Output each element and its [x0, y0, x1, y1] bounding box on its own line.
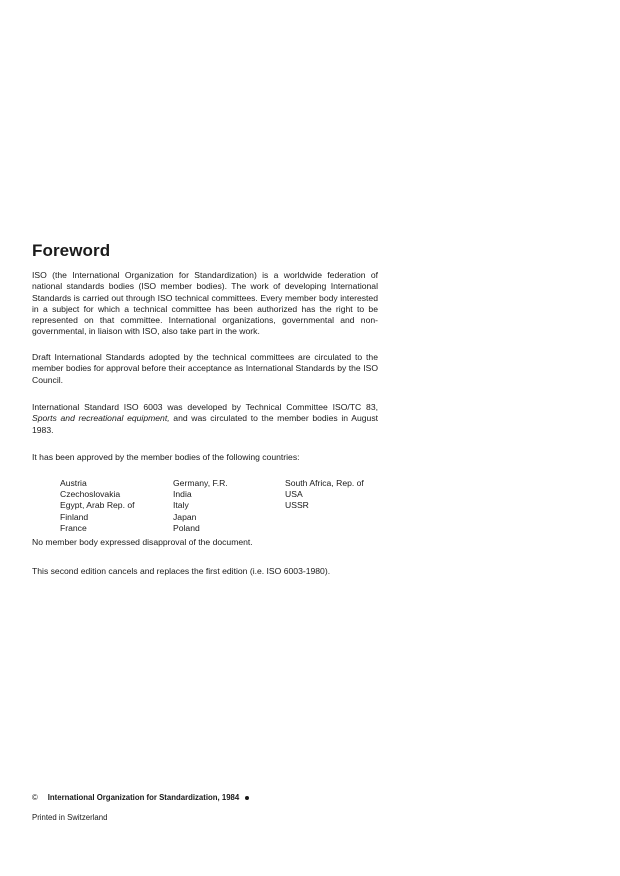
- country-item: France: [60, 522, 87, 533]
- foreword-paragraph-iso-intro: ISO (the International Organization for Standardization) is a worldwide federation of national standards bodies (ISO member bodies). The work of developing International Standards is carried out through ISO technical committees. Every member body interested in a subject for which a technical committee has been authorized has the right to be represented on that committee. International organizations, governmental and non-governmental, in liaison with ISO, also take part in the work.: [32, 270, 378, 337]
- copyright-icon: ©: [32, 793, 38, 802]
- country-item: Italy: [173, 500, 189, 511]
- country-item: India: [173, 489, 192, 500]
- country-item: Czechoslovakia: [60, 489, 121, 500]
- development-text-end: and was circulated to the member bodies in August 1983.: [32, 413, 379, 435]
- country-item: Poland: [173, 522, 200, 533]
- country-item: Egypt, Arab Rep. of: [60, 500, 135, 511]
- country-item: USA: [285, 489, 303, 500]
- country-item: Japan: [173, 511, 197, 522]
- page-title: Foreword: [32, 241, 111, 260]
- foreword-paragraph-draft-standards: Draft International Standards adopted by the technical committees are circulated to the member bodies for approval before their acceptance as International Standards by the ISO Council.: [32, 352, 378, 385]
- country-column-2: [173, 478, 228, 534]
- country-column-1: [60, 478, 135, 534]
- country-item: USSR: [285, 500, 309, 511]
- copyright-line: [32, 793, 249, 802]
- country-column-3: [285, 478, 364, 512]
- foreword-paragraph-development: [32, 402, 378, 436]
- country-item: South Africa, Rep. of: [285, 478, 364, 488]
- country-item: Finland: [60, 511, 89, 522]
- printed-location: Printed in Switzerland: [32, 813, 108, 822]
- bullet-icon: [245, 796, 249, 800]
- committee-title: Sports and recreational equipment,: [32, 413, 170, 424]
- country-item: Austria: [60, 478, 87, 488]
- development-text-start: International Standard ISO 6003 was developed by Technical Committee ISO/TC 83,: [32, 402, 378, 412]
- foreword-paragraph-disapproval: No member body expressed disapproval of the document.: [32, 537, 253, 547]
- copyright-text: International Organization for Standardization, 1984: [47, 793, 240, 802]
- foreword-paragraph-edition: This second edition cancels and replaces the first edition (i.e. ISO 6003-1980).: [32, 566, 331, 576]
- country-item: Germany, F.R.: [173, 478, 228, 488]
- foreword-paragraph-approval: It has been approved by the member bodies of the following countries:: [32, 452, 300, 462]
